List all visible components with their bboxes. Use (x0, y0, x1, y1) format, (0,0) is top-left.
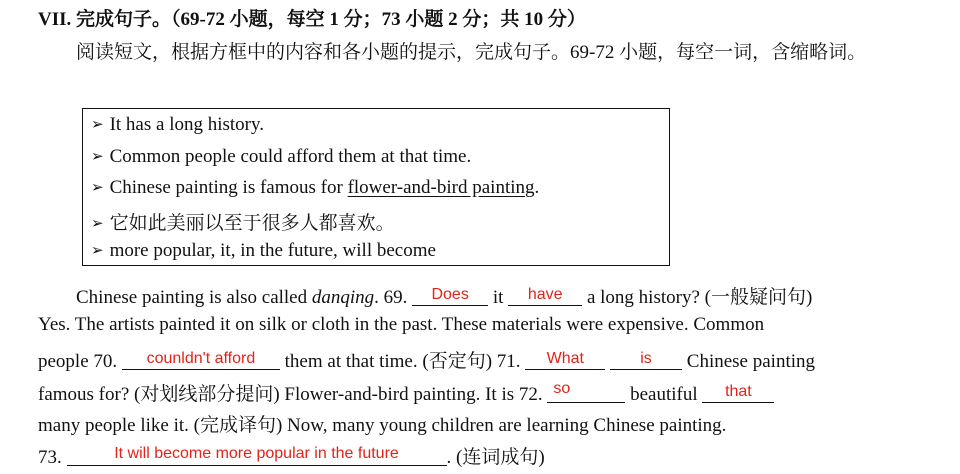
answer-text: so (553, 380, 571, 397)
passage-text: them at that time. (否定句) 71. (279, 351, 526, 372)
passage-line: many people like it. (完成译句) Now, many young children are learning Chinese painting. (38, 415, 727, 436)
passage-text: it (488, 287, 509, 308)
arrow-bullet-icon: ➢ (91, 216, 104, 232)
answer-blank-69-2[interactable] (508, 285, 582, 306)
hint-text: more popular, it, in the future, will become (109, 240, 436, 261)
passage-text: famous for? (对划线部分提问) Flower-and-bird painting. It is 72. (38, 384, 548, 405)
hint-text: Chinese painting is famous for (109, 177, 348, 198)
hint-text: . (534, 177, 540, 198)
passage-text: . 69. (374, 287, 413, 308)
hint-item (91, 177, 539, 199)
arrow-bullet-icon: ➢ (91, 243, 104, 259)
section-instruction: 阅读短文，根据方框中的内容和各小题的提示，完成句子。69-72 小题，每空一词，含缩略词。 (76, 42, 867, 63)
passage-line (38, 379, 774, 406)
hint-item (91, 114, 264, 136)
answer-text: Does (431, 286, 469, 303)
passage-italic: danqing (311, 287, 375, 308)
answer-text: It will become more popular in the future (114, 445, 399, 462)
answer-text: What (546, 350, 584, 367)
passage-text: . (连词成句) (446, 447, 545, 468)
passage-text: Chinese painting (682, 351, 816, 372)
answer-text: counldn't afford (146, 350, 256, 367)
answer-blank-70[interactable] (122, 349, 280, 370)
passage-line (76, 282, 812, 309)
passage-text: beautiful (625, 384, 703, 405)
answer-blank-73[interactable] (67, 445, 447, 466)
arrow-bullet-icon: ➢ (91, 180, 104, 196)
passage-text: 73. (38, 447, 67, 468)
answer-blank-71-2[interactable] (610, 349, 682, 370)
passage-line: Yes. The artists painted it on silk or cloth in the past. These materials were expensive. Common (38, 314, 765, 335)
answer-blank-69-1[interactable] (412, 285, 488, 306)
hint-box (82, 108, 670, 266)
hint-item (91, 146, 471, 168)
answer-text: have (527, 286, 563, 303)
section-title: VII. 完成句子。（69-72 小题，每空 1 分；73 小题 2 分；共 10 分） (38, 9, 586, 30)
underlined-phrase: flower-and-bird painting (347, 177, 535, 198)
answer-blank-71-1[interactable] (525, 349, 605, 370)
answer-text: that (725, 383, 752, 400)
passage-text: people 70. (38, 351, 122, 372)
hint-text: 它如此美丽以至于很多人都喜欢。 (109, 213, 395, 234)
arrow-bullet-icon: ➢ (91, 117, 104, 133)
passage-text: a long history? (一般疑问句) (582, 287, 813, 308)
hint-item (91, 208, 395, 235)
arrow-bullet-icon: ➢ (91, 149, 104, 165)
hint-text: Common people could afford them at that time. (109, 146, 472, 167)
passage-line (38, 346, 815, 373)
answer-blank-72-2[interactable] (702, 382, 774, 403)
passage-text: Chinese painting is also called (76, 287, 312, 308)
answer-blank-72-1[interactable] (547, 382, 625, 403)
hint-text: It has a long history. (109, 114, 265, 135)
answer-text: is (640, 350, 652, 367)
passage-line (38, 442, 545, 469)
hint-item (91, 240, 436, 262)
